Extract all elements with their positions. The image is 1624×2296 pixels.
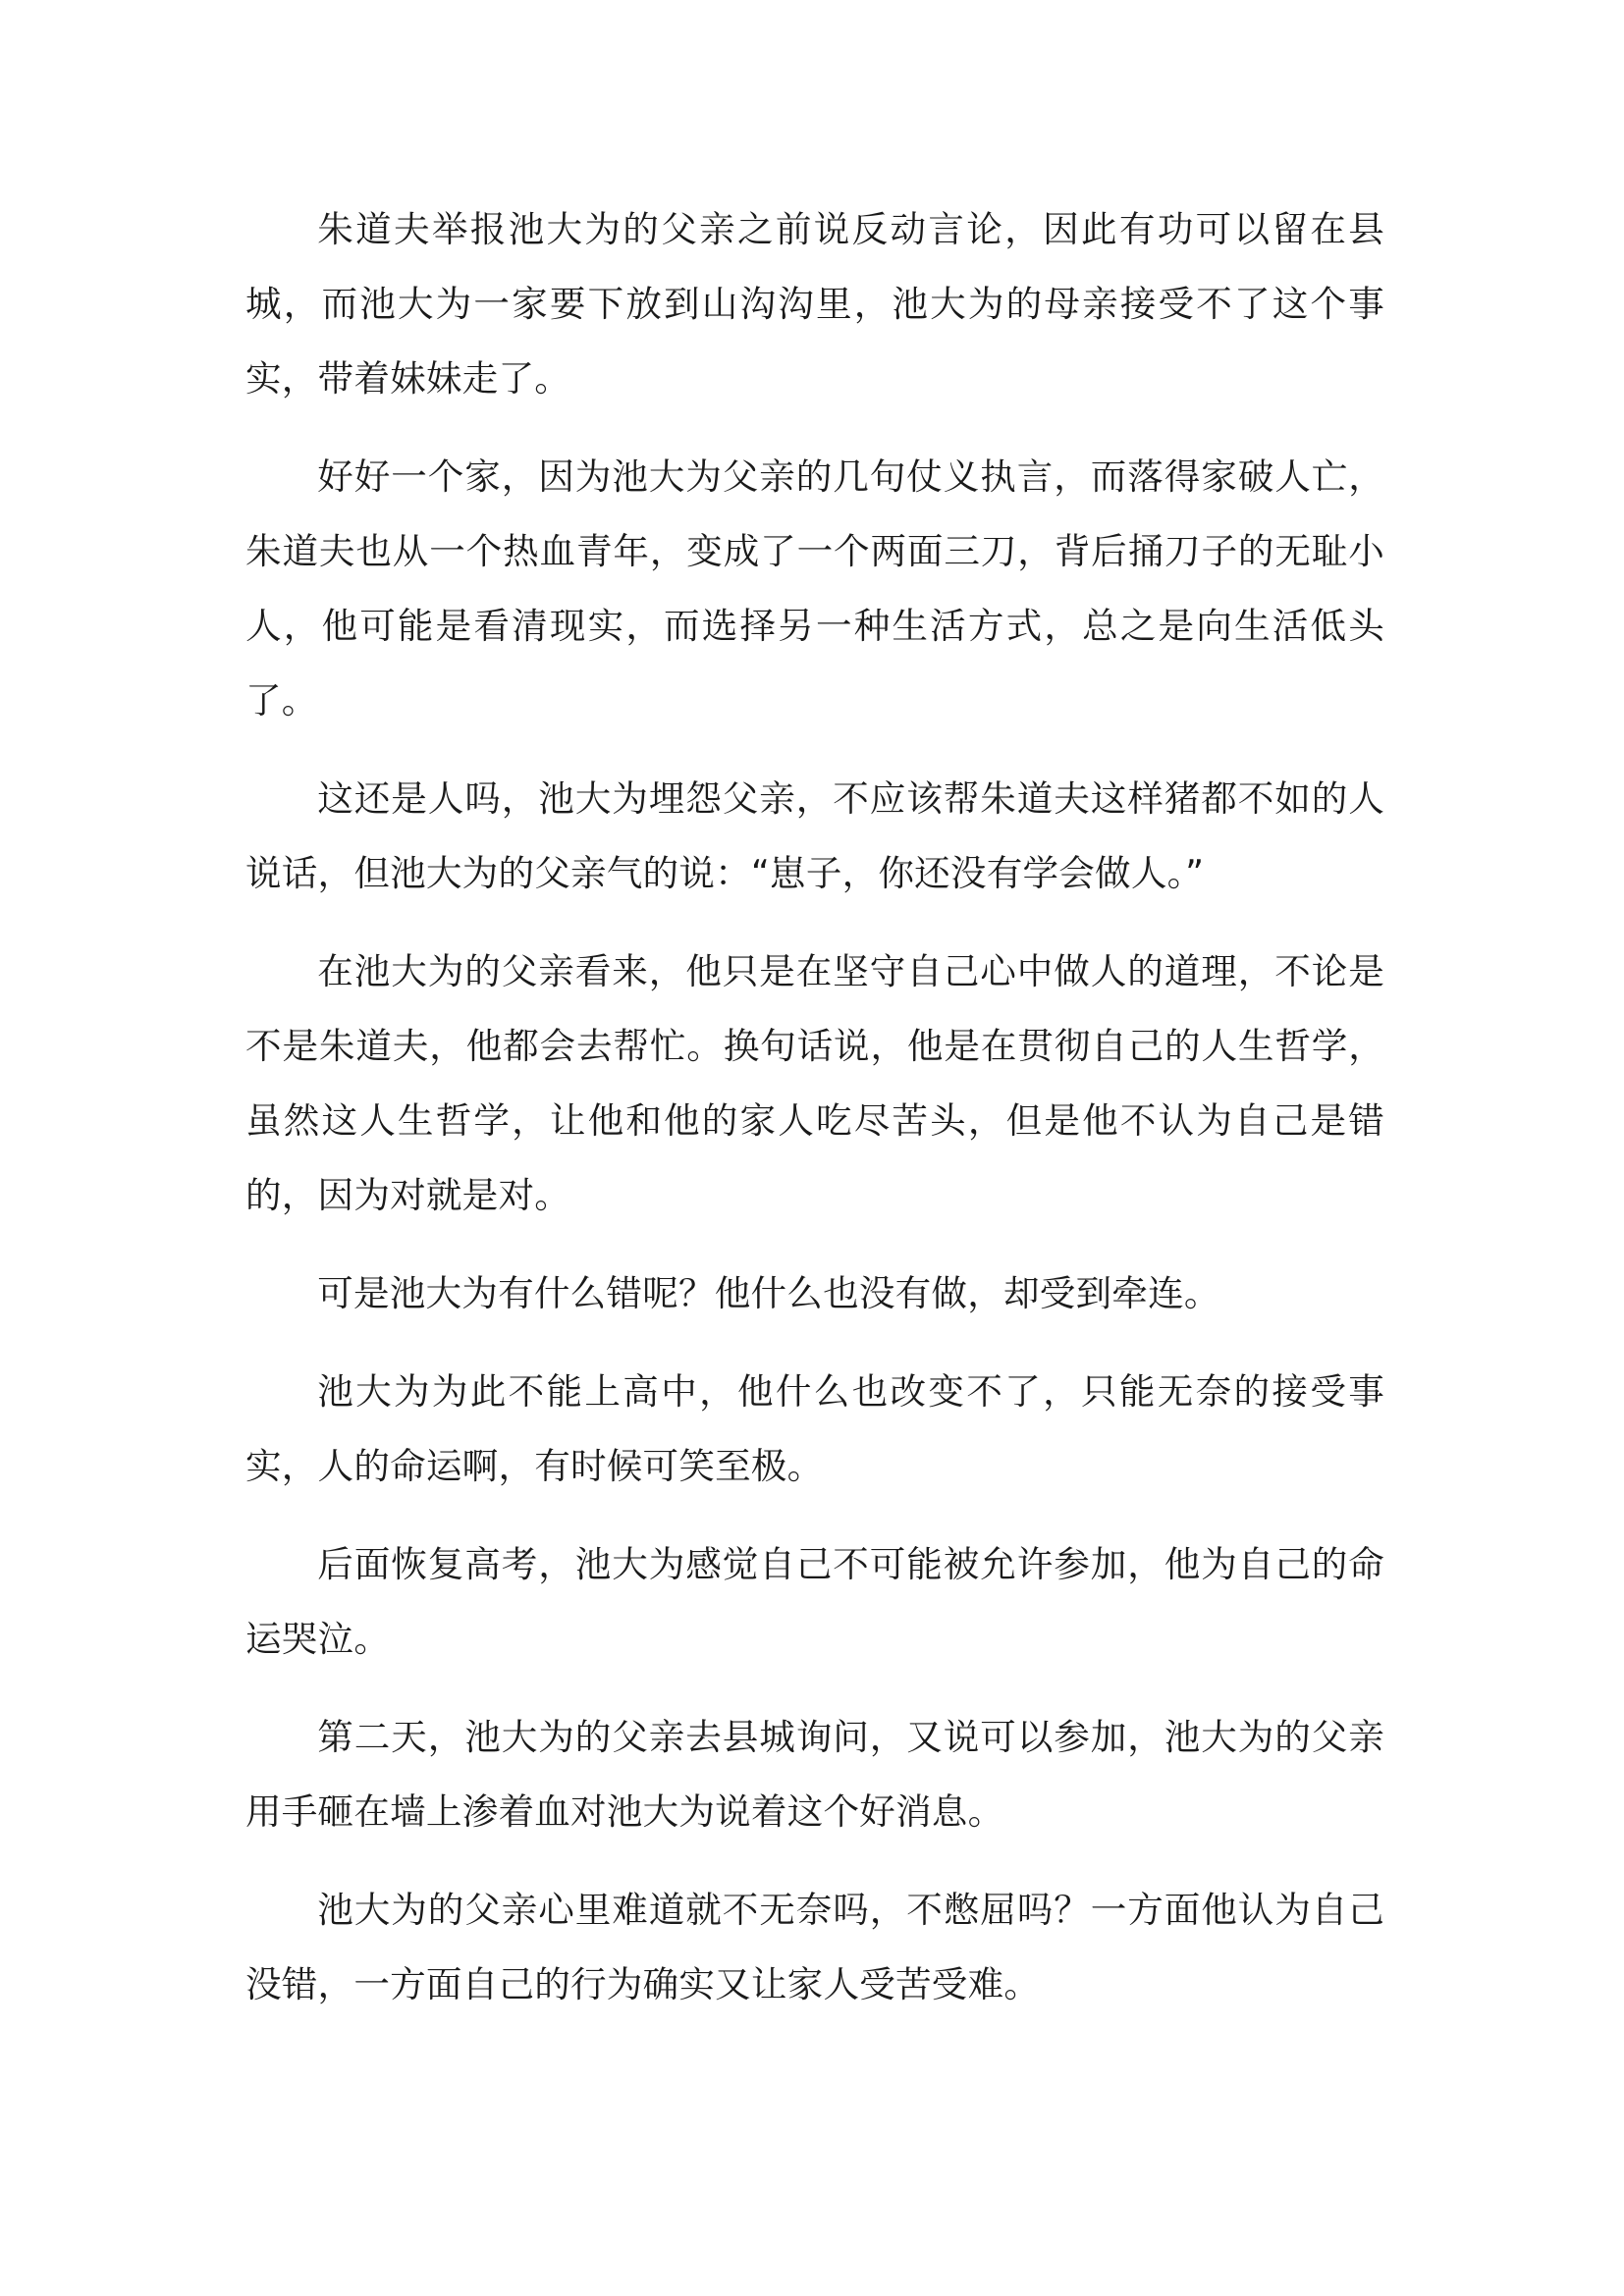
paragraph: 朱道夫举报池大为的父亲之前说反动言论，因此有功可以留在县城，而池大为一家要下放到山沟沟里，池大为的母亲接受不了这个事实，带着妹妹走了。	[245, 208, 1384, 400]
document-body	[245, 192, 1384, 2046]
paragraph: 可是池大为有什么错呢？他什么也没有做，却受到牵连。	[317, 1272, 1220, 1314]
paragraph: 池大为的父亲心里难道就不无奈吗，不憋屈吗？一方面他认为自己没错，一方面自己的行为确实又让家人受苦受难。	[245, 1889, 1384, 2005]
paragraph: 这还是人吗，池大为埋怨父亲，不应该帮朱道夫这样猪都不如的人说话，但池大为的父亲气的说：“崽子，你还没有学会做人。”	[245, 777, 1384, 894]
paragraph: 池大为为此不能上高中，他什么也改变不了，只能无奈的接受事实，人的命运啊，有时候可笑至极。	[245, 1370, 1384, 1487]
paragraph: 好好一个家，因为池大为父亲的几句仗义执言，而落得家破人亡，朱道夫也从一个热血青年，变成了一个两面三刀，背后捅刀子的无耻小人，他可能是看清现实，而选择另一种生活方式，总之是向生活低头了。	[245, 455, 1384, 721]
paragraph: 第二天，池大为的父亲去县城询问，又说可以参加，池大为的父亲用手砸在墙上渗着血对池大为说着这个好消息。	[245, 1716, 1384, 1833]
paragraph: 后面恢复高考，池大为感觉自己不可能被允许参加，他为自己的命运哭泣。	[245, 1543, 1384, 1660]
paragraph: 在池大为的父亲看来，他只是在坚守自己心中做人的道理，不论是不是朱道夫，他都会去帮忙。换句话说，他是在贯彻自己的人生哲学，虽然这人生哲学，让他和他的家人吃尽苦头，但是他不认为自己是错的，因为对就是对。	[245, 950, 1384, 1216]
